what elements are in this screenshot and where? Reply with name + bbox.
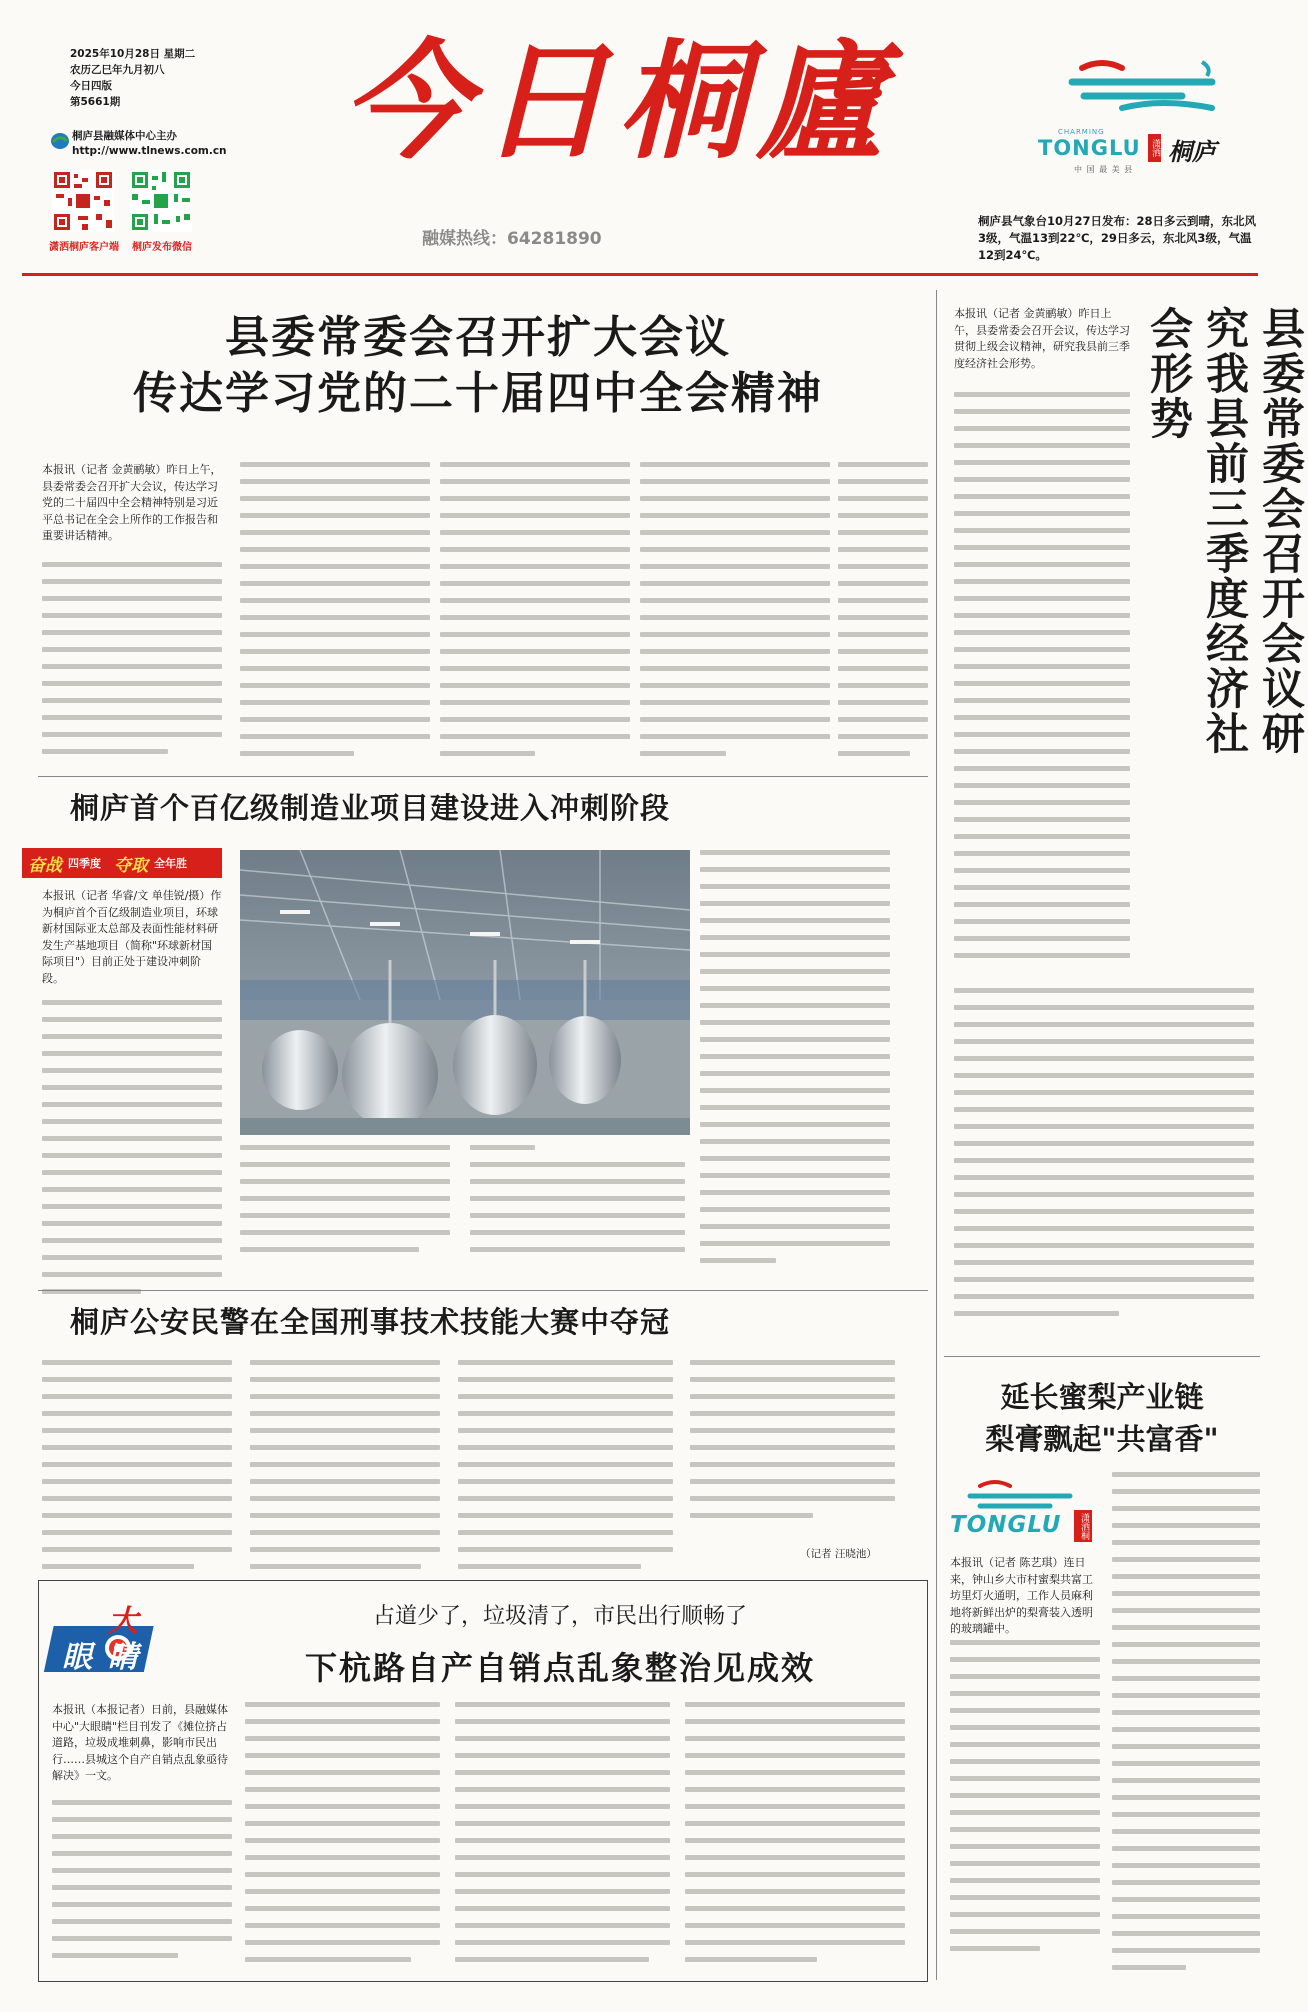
pear-article-headline <box>944 1376 1260 1460</box>
banner-quarter: 四季度 <box>68 857 101 870</box>
logo-char-eyes: 眼睛 <box>62 1640 154 1675</box>
article-1-headline-line2: 传达学习党的二十届四中全会精神 <box>133 368 823 419</box>
newspaper-title: 今日桐廬 <box>341 27 894 177</box>
sidebar-divider <box>936 290 937 1980</box>
sidebar-article-lead: 本报讯（记者 金黄鹂敏）昨日上午，县委常委会召开会议，传达学习贯彻上级会议精神，研究我县前三季度经济社会形势。 <box>954 307 1130 370</box>
website-link[interactable]: http://www.tlnews.com.cn <box>72 145 227 157</box>
article-1-body-col3 <box>440 462 630 762</box>
brand-en-top: CHARMING <box>1058 128 1105 136</box>
brand-badge: 潇洒 <box>1148 134 1161 162</box>
hotline: 融媒热线：64281890 <box>422 229 602 249</box>
sidebar-body-upper <box>954 392 1130 972</box>
article-1-body-col4 <box>640 462 830 762</box>
publisher: 桐庐县融媒体中心主办 <box>72 130 177 142</box>
separator-2 <box>38 1290 928 1291</box>
factory-photo <box>240 850 690 1135</box>
date-line: 2025年10月28日 星期二 <box>70 48 196 60</box>
pear-headline-line2: 梨膏飘起"共富香" <box>985 1422 1219 1456</box>
article-4-body-col4 <box>685 1702 905 1972</box>
article-3-body-col4 <box>690 1360 895 1535</box>
article-4-body-col3 <box>455 1702 670 1972</box>
banner-fight: 奋战 <box>28 856 62 876</box>
article-4-body-col1 <box>52 1800 232 1970</box>
article-3-headline: 桐庐公安民警在全国刑事技术技能大赛中夺冠 <box>70 1305 671 1339</box>
article-4-kicker: 占道少了，垃圾清了，市民出行顺畅了 <box>372 1604 747 1629</box>
article-2-body-col2 <box>240 1145 450 1265</box>
campaign-banner <box>22 848 222 878</box>
qr-label-client: 潇洒桐庐客户端 <box>49 242 119 253</box>
pear-headline-line1: 延长蜜梨产业链 <box>1000 1380 1204 1414</box>
sidebar-headline: 县委常委会召开会议研究我县前三季度经济社会形势 <box>1143 306 1305 756</box>
article-1-body-col2 <box>240 462 430 762</box>
sidebar-headline-box <box>1140 306 1305 776</box>
article-3-body-col3 <box>458 1360 673 1580</box>
pear-body-col2 <box>1112 1472 1260 1972</box>
publisher-logo-icon <box>50 132 70 150</box>
article-1-headline-line1: 县委常委会召开扩大会议 <box>225 312 731 363</box>
article-3-byline: （记者 汪晓池） <box>800 1548 877 1560</box>
banner-win: 夺取 <box>114 856 148 876</box>
article-4-body-col2 <box>245 1702 440 1972</box>
article-1 <box>38 310 918 422</box>
masthead-info <box>70 46 195 110</box>
pear-body-col1 <box>950 1640 1100 1970</box>
banner-year: 全年胜 <box>154 857 187 870</box>
article-2-lead: 本报讯（记者 华睿/文 单佳锐/摄）作为桐庐首个百亿级制造业项目，环球新材国际亚太总部及表面性能材料研发生产基地项目（简称"环球新材国际项目"）目前正处于建设冲刺阶段。 <box>42 889 222 985</box>
pear-logo-brand: TONGLU <box>950 1512 1062 1538</box>
weather-report: 桐庐县气象台10月27日发布：28日多云到晴，东北风3级，气温13到22℃，29日多云，东北风3级，气温12到24℃。 <box>978 214 1257 262</box>
article-3-body-col2 <box>250 1360 440 1580</box>
qr-code-wechat[interactable] <box>130 170 192 232</box>
charming-tonglu-wave-icon <box>1062 50 1232 120</box>
issue-number: 第5661期 <box>70 96 121 108</box>
brand-sub: 中 国 最 美 县 <box>1074 165 1134 174</box>
article-4-headline: 下杭路自产自销点乱象整治见成效 <box>304 1649 815 1687</box>
big-eyes-column-logo <box>52 1596 172 1686</box>
sidebar-body-lower <box>954 988 1254 1328</box>
article-3-body-col1 <box>42 1360 232 1580</box>
article-1-body-col1 <box>42 562 222 762</box>
article-2-body-col4 <box>700 850 890 1270</box>
brand-en: TONGLU <box>1038 136 1141 160</box>
qr-label-wechat: 桐庐发布微信 <box>132 242 192 253</box>
separator-1 <box>38 776 928 777</box>
article-1-body-col5 <box>838 462 928 762</box>
pear-logo-seal: 潇洒桐庐 <box>1074 1510 1092 1542</box>
article-1-lead: 本报讯（记者 金黄鹂敏）昨日上午，县委常委会召开扩大会议，传达学习党的二十届四中全会精神特别是习近平总书记在全会上所作的工作报告和重要讲话精神。 <box>42 463 222 542</box>
article-2-body-col3 <box>470 1145 685 1265</box>
article-2-body-col1 <box>42 1000 222 1300</box>
lunar-line: 农历乙巳年九月初八 <box>70 64 165 76</box>
masthead-rule <box>22 273 1258 276</box>
logo-char-big: 大 <box>108 1604 138 1639</box>
edition: 今日四版 <box>70 80 112 92</box>
article-2-headline: 桐庐首个百亿级制造业项目建设进入冲刺阶段 <box>70 791 671 825</box>
brand-cn: 桐庐 <box>1168 137 1216 166</box>
pear-article-lead: 本报讯（记者 陈艺琪）连日来，钟山乡大市村蜜梨共富工坊里灯火通明，工作人员麻利地将新鲜出炉的梨膏装入透明的玻璃罐中。 <box>950 1556 1093 1635</box>
separator-3 <box>944 1356 1260 1357</box>
article-4-lead: 本报讯（本报记者）日前，县融媒体中心"大眼睛"栏目刊发了《摊位挤占道路，垃圾成堆刺鼻，影响市民出行……县城这个自产自销点乱象亟待解决》一文。 <box>52 1703 228 1782</box>
qr-code-client[interactable] <box>52 170 114 232</box>
